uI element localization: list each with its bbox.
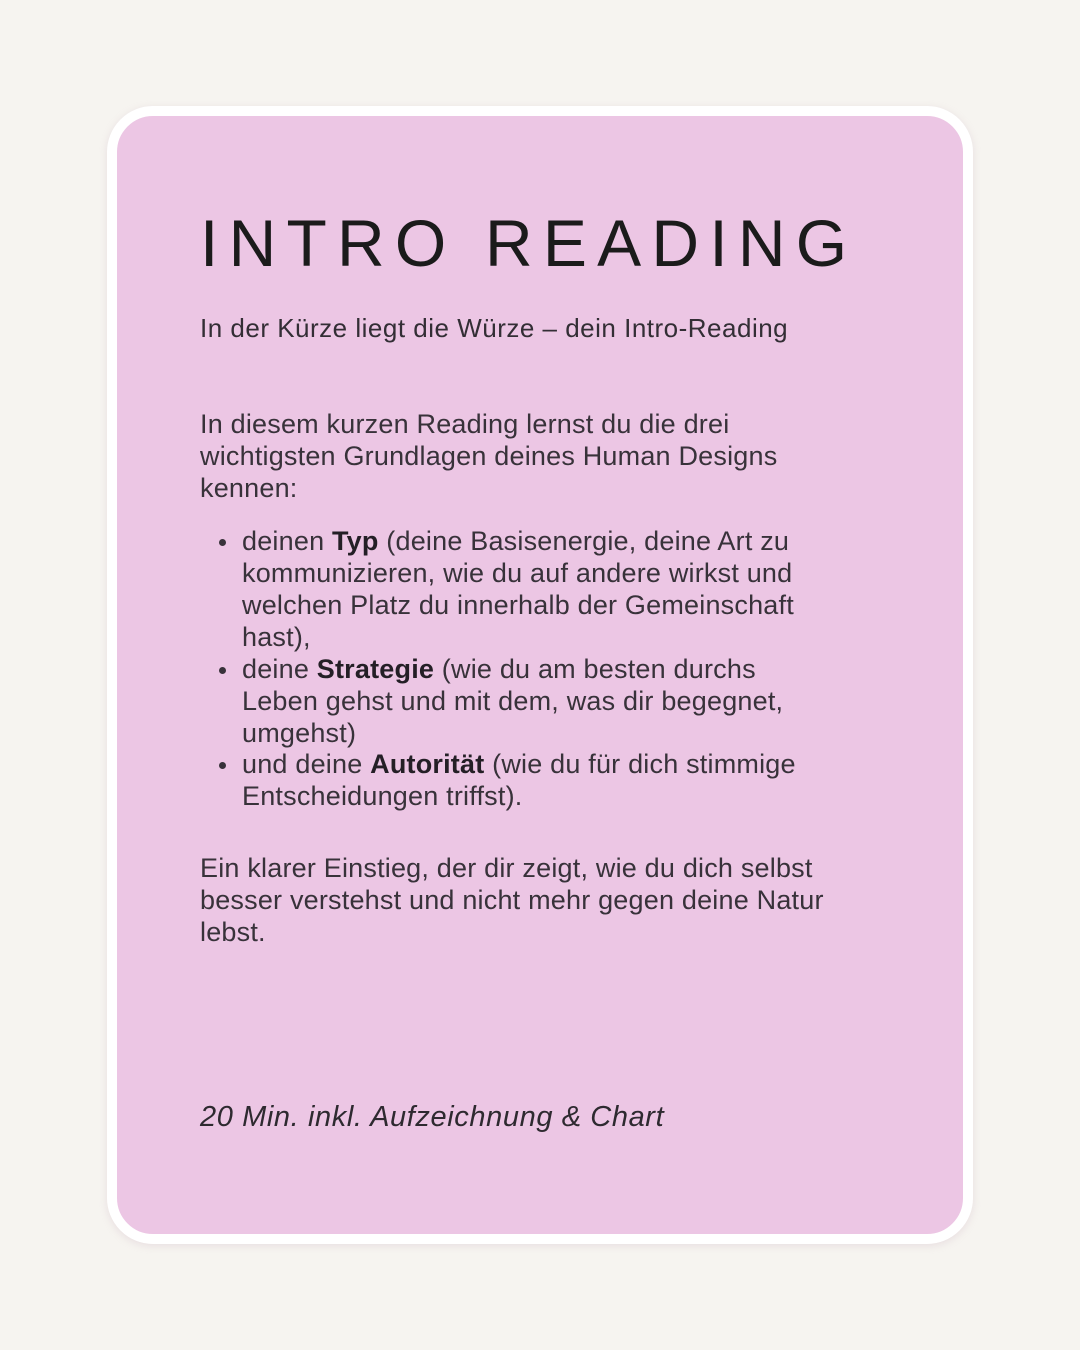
list-item-typ (240, 526, 812, 653)
bullet-text-before: und deine (242, 749, 371, 780)
bullet-text-before: deinen (242, 526, 332, 557)
duration-note: 20 Min. inkl. Aufzeichnung & Chart (200, 1100, 665, 1133)
page-title: INTRO READING (200, 206, 858, 280)
bullet-bold-term: Autorität (370, 749, 485, 780)
bullet-text-after: (deine Basisenergie, deine Art zu kommunizieren, wie du auf andere wirkst und welchen Platz du innerhalb der Gemeinschaft hast), (242, 526, 794, 652)
bullet-list (200, 526, 812, 813)
closing-paragraph: Ein klarer Einstieg, der dir zeigt, wie du dich selbst besser verstehst und nicht mehr gegen deine Natur lebst. (200, 853, 824, 947)
bullet-bold-term: Typ (331, 526, 379, 557)
card-content (117, 116, 963, 1234)
subtitle: In der Kürze liegt die Würze – dein Intro-Reading (200, 313, 789, 343)
bullet-text-after: (wie du für dich stimmige Entscheidungen triffst). (242, 749, 796, 812)
list-item-strategie (240, 654, 812, 750)
intro-paragraph: In diesem kurzen Reading lernst du die drei wichtigsten Grundlagen deines Human Designs kennen: (200, 408, 778, 503)
bullet-text-after: (wie du am besten durchs Leben gehst und mit dem, was dir begegnet, umgehst) (242, 653, 784, 748)
bullet-text-before: deine (242, 653, 317, 684)
bullet-bold-term: Strategie (316, 653, 435, 684)
intro-reading-card (107, 106, 973, 1244)
list-item-autoritaet (240, 749, 812, 813)
